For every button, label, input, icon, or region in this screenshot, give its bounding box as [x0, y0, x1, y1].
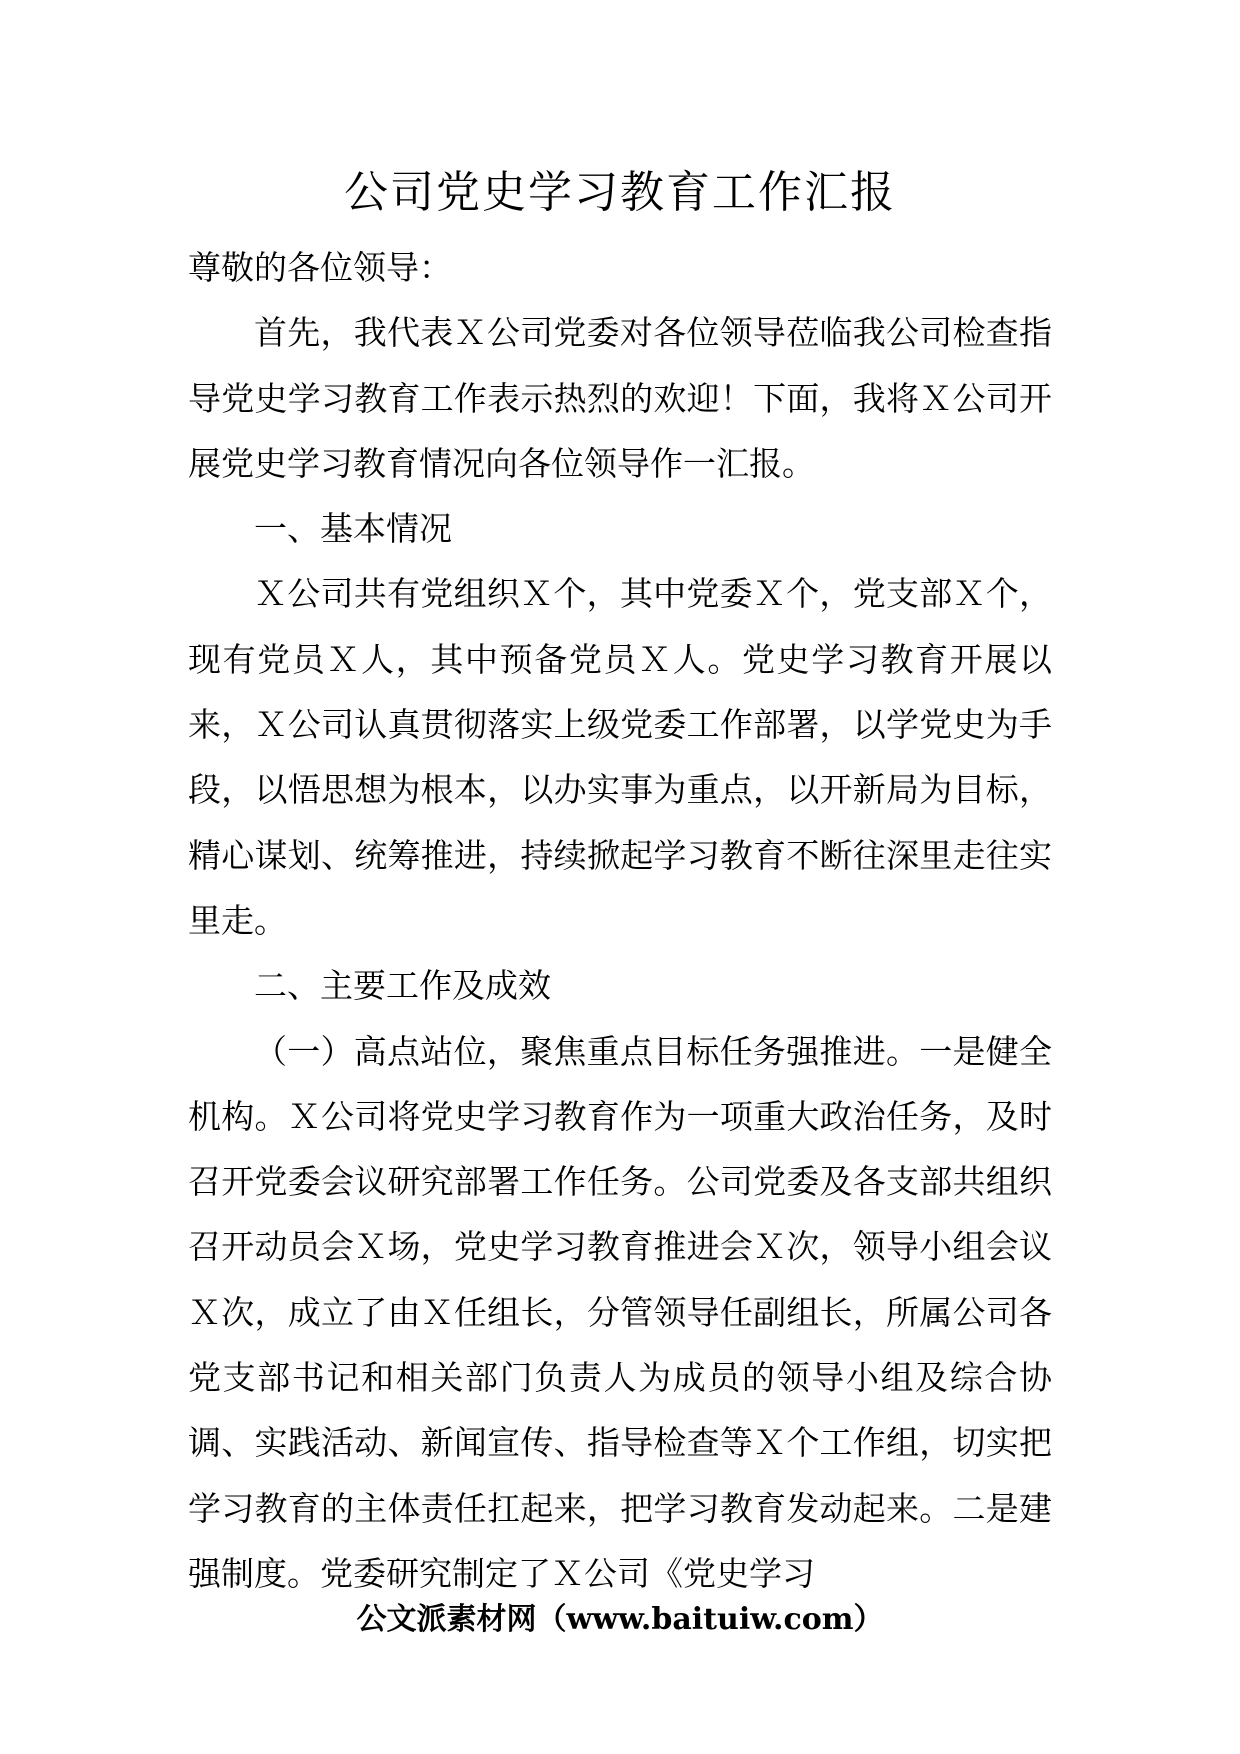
greeting-line: 尊敬的各位领导： [188, 248, 452, 287]
paragraph-intro: 首先，我代表Ｘ公司党委对各位领导莅临我公司检查指导党史学习教育工作表示热烈的欢迎！下面，我将Ｘ公司开展党史学习教育情况向各位领导作一汇报。 [188, 313, 1052, 483]
paragraph-main-work: （一）高点站位，聚焦重点目标任务强推进。一是健全机构。Ｘ公司将党史学习教育作为一项重大政治任务，及时召开党委会议研究部署工作任务。公司党委及各支部共组织召开动员会Ｘ场，党史学习教育推进会Ｘ次，领导小组会议Ｘ次，成立了由Ｘ任组长，分管领导任副组长，所属公司各党支部书记和相关部门负责人为成员的领导小组及综合协调、实践活动、新闻宣传、指导检查等Ｘ个工作组，切实把学习教育的主体责任扛起来，把学习教育发动起来。二是建强制度。党委研究制定了Ｘ公司《党史学习 [188, 1031, 1052, 1593]
paragraph-basic-situation: Ｘ公司共有党组织Ｘ个，其中党委Ｘ个，党支部Ｘ个，现有党员Ｘ人，其中预备党员Ｘ人。党史学习教育开展以来，Ｘ公司认真贯彻落实上级党委工作部署，以学党史为手段，以悟思想为根本，以办实事为重点，以开新局为目标，精心谋划、统筹推进，持续掀起学习教育不断往深里走往实里走。 [188, 574, 1052, 940]
document-title: 公司党史学习教育工作汇报 [344, 167, 896, 218]
section-heading-basic: 一、基本情况 [254, 509, 452, 549]
document-body [188, 235, 1052, 1606]
footer-watermark: 公文派素材网（www.baituiw.com） [356, 1602, 884, 1637]
section-heading-main-work: 二、主要工作及成效 [254, 966, 551, 1006]
